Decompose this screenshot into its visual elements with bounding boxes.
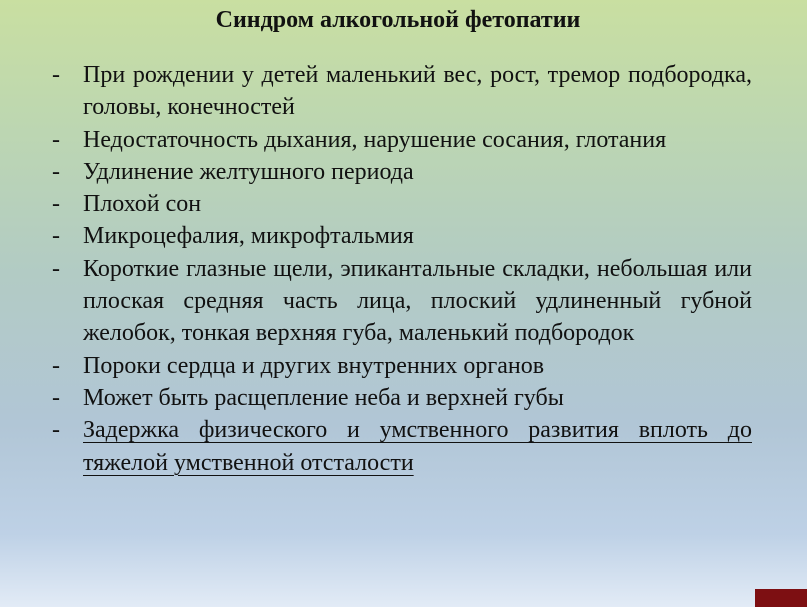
bullet-dash: - — [52, 352, 60, 379]
list-item — [52, 350, 752, 382]
list-item — [52, 253, 752, 350]
list-item-text: Недостаточность дыхания, нарушение сосания, глотания — [83, 126, 667, 153]
list-item — [52, 220, 752, 252]
list-item-text: Короткие глазные щели, эпикантальные складки, небольшая или плоская средняя часть лица, плоский удлиненный губной желобок, тонкая верхняя губа, маленький подбородок — [83, 255, 752, 347]
list-item — [52, 156, 752, 188]
list-item-text: Задержка физического и умственного развития вплоть до тяжелой умственной отсталости — [83, 417, 752, 476]
list-item-text: Плохой сон — [83, 191, 202, 218]
slide-title: Синдром алкогольной фетопатии — [215, 7, 581, 33]
list-item — [52, 59, 752, 124]
list-item — [52, 188, 752, 220]
bullet-dash: - — [52, 126, 60, 153]
list-item-text: Микроцефалия, микрофтальмия — [83, 223, 414, 250]
bullet-dash: - — [52, 417, 60, 444]
bullet-dash: - — [52, 255, 60, 282]
list-item-text: Удлинение желтушного периода — [83, 158, 414, 185]
list-item-text: Может быть расщепление неба и верхней губы — [83, 384, 564, 411]
list-item — [52, 124, 752, 156]
bullet-dash: - — [52, 62, 60, 88]
corner-accent-block — [755, 589, 807, 607]
bullet-list — [52, 59, 752, 479]
bullet-dash: - — [52, 191, 60, 218]
list-item-text: При рождении у детей маленький вес, рост, тремор подбородка, головы, конечностей — [83, 62, 752, 121]
bullet-dash: - — [52, 384, 60, 411]
bullet-dash: - — [52, 158, 60, 185]
list-item — [52, 414, 752, 479]
bullet-dash: - — [52, 223, 60, 250]
list-item — [52, 382, 752, 414]
list-item-text: Пороки сердца и других внутренних органов — [83, 352, 545, 379]
